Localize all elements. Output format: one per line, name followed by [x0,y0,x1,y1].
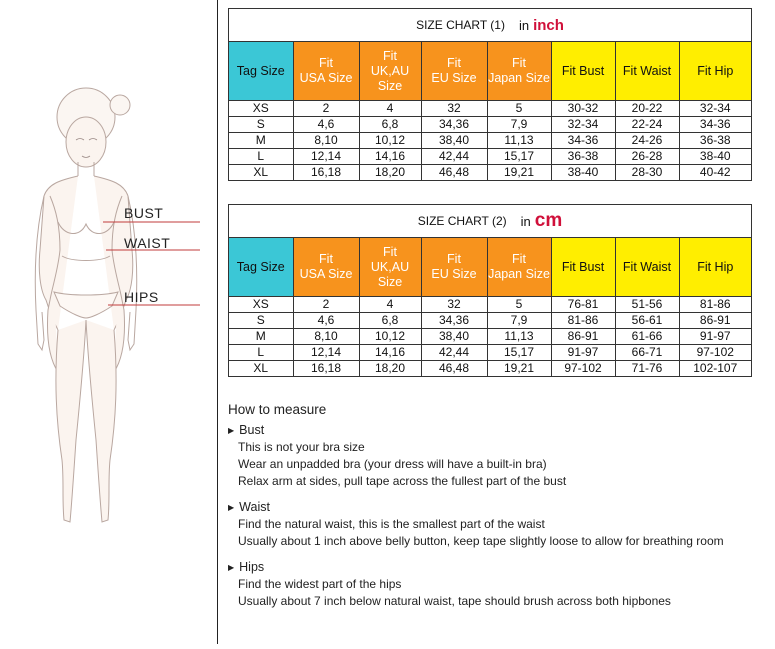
cell-fit-hip: 38-40 [679,149,751,165]
cell-ukau-size: 10,12 [359,133,421,149]
cell-japan-size: 7,9 [487,313,551,329]
cell-tag-size: XS [229,101,293,117]
unit-label: inch [533,16,564,34]
cell-tag-size: M [229,329,293,345]
header-ukau-label: UK,AU Size [370,259,410,289]
header-fit-word: Fit [447,252,461,266]
cell-ukau-size: 6,8 [359,117,421,133]
unit-label: cm [534,210,563,231]
hips-heading [228,559,773,576]
waist-heading [228,499,773,516]
size-chart-inch [228,8,752,181]
cell-fit-bust: 97-102 [551,361,615,377]
header-usa-size [293,42,359,101]
size-table [229,238,751,376]
cell-eu-size: 34,36 [421,313,487,329]
cell-japan-size: 5 [487,297,551,313]
cell-usa-size: 8,10 [293,133,359,149]
size-table-body [229,297,751,377]
how-to-measure [228,402,773,610]
table-row [229,165,751,181]
cell-ukau-size: 14,16 [359,345,421,361]
header-ukau-label: UK,AU Size [370,63,410,93]
waist-line: Usually about 1 inch above belly button, keep tape slightly loose to allow for breathing room [238,534,724,548]
header-eu-label: EU Size [431,267,477,281]
waist-heading-text: Waist [239,500,270,514]
table-row [229,149,751,165]
cell-usa-size: 16,18 [293,361,359,377]
cell-fit-bust: 30-32 [551,101,615,117]
cell-usa-size: 12,14 [293,345,359,361]
header-usa-size [293,238,359,297]
cell-japan-size: 15,17 [487,345,551,361]
header-fit-word: Fit [319,56,333,70]
header-japan-size [487,42,551,101]
hips-line: Find the widest part of the hips [238,577,402,591]
header-usa-label: USA Size [299,71,353,85]
cell-eu-size: 32 [421,297,487,313]
cell-eu-size: 46,48 [421,165,487,181]
how-to-measure-title: How to measure [228,402,327,417]
hips-heading-text: Hips [239,560,265,574]
cell-usa-size: 12,14 [293,149,359,165]
cell-fit-hip: 34-36 [679,117,751,133]
cell-usa-size: 4,6 [293,117,359,133]
header-fit-word: Fit [383,48,397,63]
panel-divider [217,0,218,644]
cell-eu-size: 42,44 [421,345,487,361]
cell-ukau-size: 10,12 [359,329,421,345]
cell-fit-waist: 22-24 [615,117,679,133]
cell-fit-hip: 40-42 [679,165,751,181]
cell-fit-hip: 102-107 [679,361,751,377]
cell-tag-size: XL [229,361,293,377]
cell-japan-size: 7,9 [487,117,551,133]
table-row [229,133,751,149]
cell-usa-size: 4,6 [293,313,359,329]
chart-title: SIZE CHART (2) [417,214,507,228]
bust-line: This is not your bra size [238,440,365,454]
cell-eu-size: 34,36 [421,117,487,133]
bust-heading [228,422,773,439]
header-row [229,42,751,101]
header-tag-size: Tag Size [229,238,293,297]
cell-fit-waist: 20-22 [615,101,679,117]
cell-fit-bust: 38-40 [551,165,615,181]
cell-eu-size: 38,40 [421,133,487,149]
waist-line: Find the natural waist, this is the smallest part of the waist [238,517,545,531]
cell-fit-hip: 36-38 [679,133,751,149]
header-fit-word: Fit [319,252,333,266]
hips-section [228,559,773,610]
table-row [229,329,751,345]
table-row [229,345,751,361]
header-fit-word: Fit [383,244,397,259]
bust-label: BUST [124,205,164,221]
cell-tag-size: XL [229,165,293,181]
cell-eu-size: 38,40 [421,329,487,345]
cell-japan-size: 15,17 [487,149,551,165]
cell-usa-size: 16,18 [293,165,359,181]
header-ukau-size [359,238,421,297]
size-table [229,42,751,180]
cell-fit-bust: 76-81 [551,297,615,313]
bust-line: Relax arm at sides, pull tape across the fullest part of the bust [238,474,567,488]
size-table-body [229,101,751,181]
cell-fit-waist: 56-61 [615,313,679,329]
table-row [229,313,751,329]
cell-tag-size: S [229,117,293,133]
cell-ukau-size: 6,8 [359,313,421,329]
header-tag-size: Tag Size [229,42,293,101]
header-fit-word: Fit [512,56,526,70]
unit-prefix: in [520,213,531,229]
triangle-bullet-icon: ▶ [228,426,235,435]
hips-label: HIPS [124,289,159,305]
cell-eu-size: 46,48 [421,361,487,377]
hips-line: Usually about 7 inch below natural waist, tape should brush across both hipbones [238,594,671,608]
cell-ukau-size: 18,20 [359,165,421,181]
triangle-bullet-icon: ▶ [228,563,235,572]
body-figure-panel [0,0,217,644]
waist-section [228,499,773,550]
cell-tag-size: L [229,345,293,361]
cell-tag-size: M [229,133,293,149]
header-fit-bust: Fit Bust [551,42,615,101]
cell-ukau-size: 4 [359,101,421,117]
cell-fit-waist: 28-30 [615,165,679,181]
size-chart-cm [228,204,752,377]
bust-section [228,422,773,490]
cell-fit-waist: 51-56 [615,297,679,313]
cell-fit-bust: 81-86 [551,313,615,329]
header-japan-size [487,238,551,297]
bust-heading-text: Bust [239,423,265,437]
cell-fit-hip: 32-34 [679,101,751,117]
triangle-bullet-icon: ▶ [228,503,235,512]
cell-usa-size: 2 [293,297,359,313]
cell-tag-size: XS [229,297,293,313]
cell-eu-size: 32 [421,101,487,117]
table-row [229,361,751,377]
cell-japan-size: 11,13 [487,329,551,345]
header-japan-label: Japan Size [488,267,550,281]
cell-ukau-size: 14,16 [359,149,421,165]
header-fit-word: Fit [512,252,526,266]
cell-usa-size: 8,10 [293,329,359,345]
header-eu-size [421,42,487,101]
cell-fit-waist: 24-26 [615,133,679,149]
cell-fit-waist: 61-66 [615,329,679,345]
cell-fit-bust: 91-97 [551,345,615,361]
cell-japan-size: 11,13 [487,133,551,149]
unit-prefix: in [518,17,530,33]
cell-japan-size: 19,21 [487,165,551,181]
header-fit-waist: Fit Waist [615,42,679,101]
cell-eu-size: 42,44 [421,149,487,165]
cell-fit-bust: 32-34 [551,117,615,133]
bust-line: Wear an unpadded bra (your dress will have a built-in bra) [238,457,547,471]
header-fit-hip: Fit Hip [679,42,751,101]
cell-fit-bust: 86-91 [551,329,615,345]
cell-tag-size: S [229,313,293,329]
header-japan-label: Japan Size [488,71,550,85]
cell-fit-waist: 71-76 [615,361,679,377]
cell-ukau-size: 4 [359,297,421,313]
cell-ukau-size: 18,20 [359,361,421,377]
header-fit-word: Fit [447,56,461,70]
header-row [229,238,751,297]
waist-label: WAIST [124,235,171,251]
chart-title: SIZE CHART (1) [416,18,505,32]
cell-fit-waist: 26-28 [615,149,679,165]
cell-japan-size: 19,21 [487,361,551,377]
header-usa-label: USA Size [299,267,353,281]
header-fit-waist: Fit Waist [615,238,679,297]
cell-usa-size: 2 [293,101,359,117]
chart-heading [229,9,751,42]
cell-fit-waist: 66-71 [615,345,679,361]
header-ukau-size [359,42,421,101]
cell-fit-hip: 97-102 [679,345,751,361]
cell-fit-hip: 81-86 [679,297,751,313]
header-eu-size [421,238,487,297]
cell-fit-bust: 34-36 [551,133,615,149]
table-row [229,117,751,133]
chart-heading [229,205,751,238]
cell-japan-size: 5 [487,101,551,117]
cell-fit-hip: 86-91 [679,313,751,329]
table-row [229,297,751,313]
table-row [229,101,751,117]
cell-tag-size: L [229,149,293,165]
header-eu-label: EU Size [431,71,477,85]
cell-fit-bust: 36-38 [551,149,615,165]
header-fit-hip: Fit Hip [679,238,751,297]
cell-fit-hip: 91-97 [679,329,751,345]
body-figure-illustration [0,0,217,644]
header-fit-bust: Fit Bust [551,238,615,297]
